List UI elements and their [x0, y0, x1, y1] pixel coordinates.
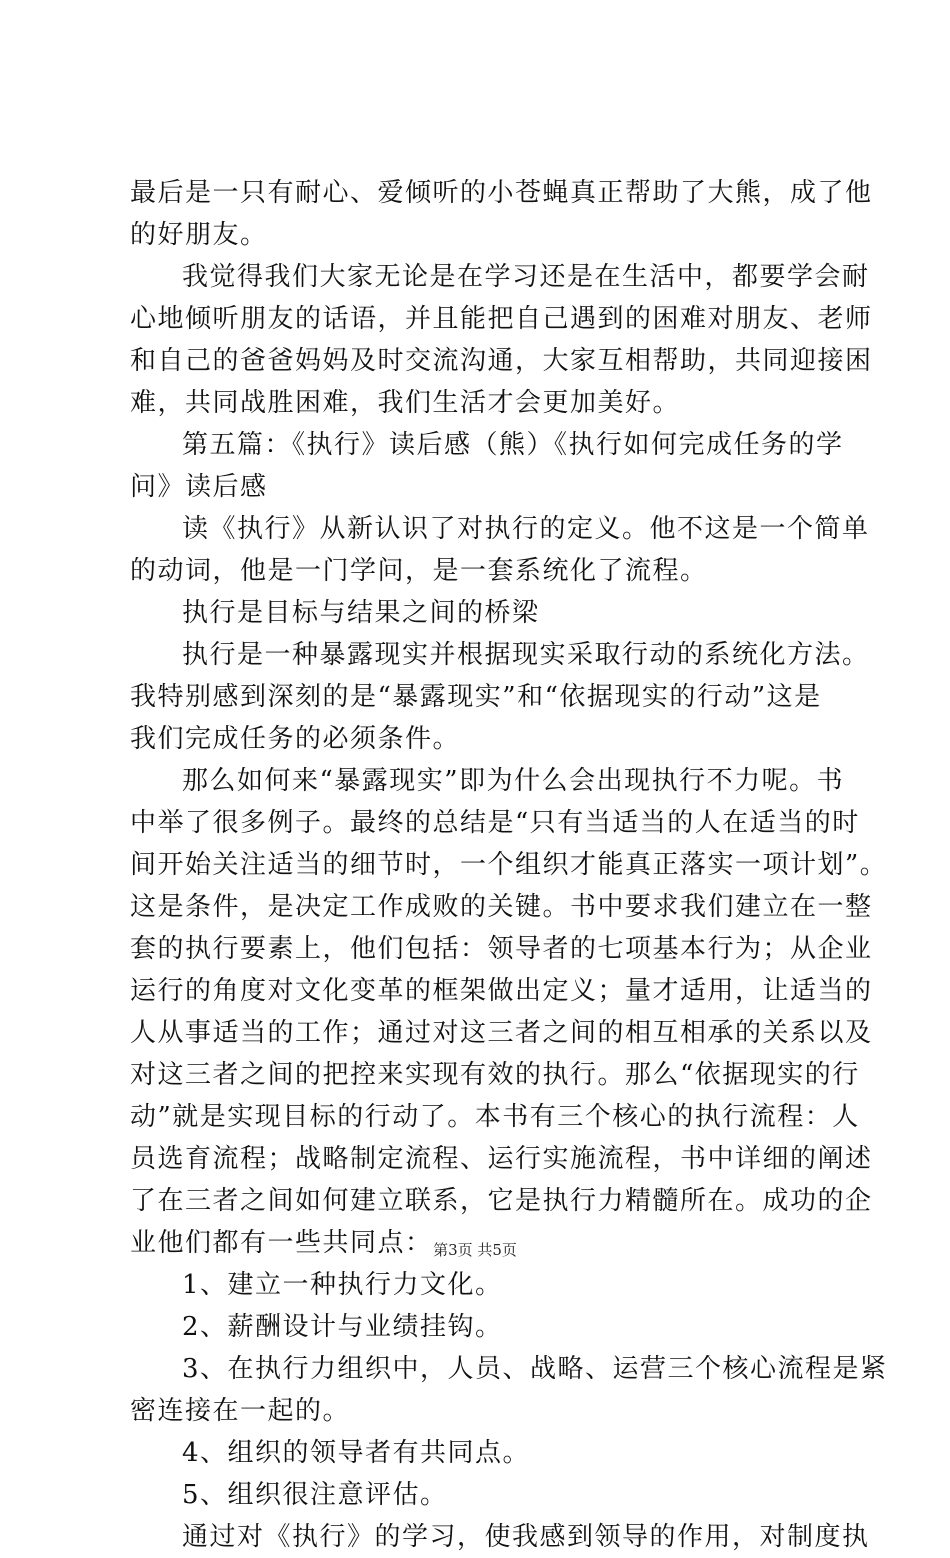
section-heading-line: 问》读后感 [130, 472, 268, 502]
list-item: 5、组织很注意评估。 [182, 1480, 448, 1510]
text-line: 难，共同战胜困难，我们生活才会更加美好。 [130, 388, 681, 418]
text-line: 间开始关注适当的细节时，一个组织才能真正落实一项计划”。 [130, 850, 888, 880]
text-line: 了在三者之间如何建立联系，它是执行力精髓所在。成功的企 [130, 1186, 873, 1216]
text-line: 员选育流程；战略制定流程、运行实施流程，书中详细的阐述 [130, 1144, 873, 1174]
document-body [130, 172, 888, 1558]
section-heading-line: 第五篇：《执行》读后感（熊）《执行如何完成任务的学 [182, 430, 844, 460]
paragraph-start-line: 读《执行》从新认识了对执行的定义。他不这是一个简单 [182, 514, 870, 544]
text-line: 心地倾听朋友的话语，并且能把自己遇到的困难对朋友、老师 [130, 304, 873, 334]
paragraph-start-line: 我觉得我们大家无论是在学习还是在生活中，都要学会耐 [182, 262, 870, 292]
list-item: 2、薪酬设计与业绩挂钩。 [182, 1312, 503, 1342]
text-line: 套的执行要素上，他们包括：领导者的七项基本行为；从企业 [130, 934, 873, 964]
text-line: 动”就是实现目标的行动了。本书有三个核心的执行流程：人 [130, 1102, 860, 1132]
text-line: 中举了很多例子。最终的总结是“只有当适当的人在适当的时 [130, 808, 860, 838]
text-line: 业他们都有一些共同点： [130, 1228, 433, 1258]
text-line: 对这三者之间的把控来实现有效的执行。那么“依据现实的行 [130, 1060, 860, 1090]
list-item: 3、在执行力组织中，人员、战略、运营三个核心流程是紧 [182, 1354, 888, 1384]
paragraph-start-line: 通过对《执行》的学习，使我感到领导的作用，对制度执 [182, 1522, 870, 1552]
text-line: 我特别感到深刻的是“暴露现实”和“依据现实的行动”这是 [130, 682, 822, 712]
text-line: 这是条件，是决定工作成败的关键。书中要求我们建立在一整 [130, 892, 873, 922]
paragraph-start-line: 那么如何来“暴露现实”即为什么会出现执行不力呢。书 [182, 766, 845, 796]
page-number-footer: 第3页 共5页 [433, 1241, 517, 1259]
text-line: 的好朋友。 [130, 220, 268, 250]
paragraph-start-line: 执行是目标与结果之间的桥梁 [182, 598, 540, 628]
text-line: 运行的角度对文化变革的框架做出定义；量才适用，让适当的 [130, 976, 873, 1006]
text-line: 密连接在一起的。 [130, 1396, 351, 1426]
text-line: 的动词，他是一门学问，是一套系统化了流程。 [130, 556, 708, 586]
list-item: 1、建立一种执行力文化。 [182, 1270, 503, 1300]
paragraph-start-line: 执行是一种暴露现实并根据现实采取行动的系统化方法。 [182, 640, 870, 670]
text-line: 我们完成任务的必须条件。 [130, 724, 461, 754]
text-line: 最后是一只有耐心、爱倾听的小苍蝇真正帮助了大熊，成了他 [130, 178, 873, 208]
list-item: 4、组织的领导者有共同点。 [182, 1438, 531, 1468]
text-line: 人从事适当的工作；通过对这三者之间的相互相承的关系以及 [130, 1018, 873, 1048]
text-line: 和自己的爸爸妈妈及时交流沟通，大家互相帮助，共同迎接困 [130, 346, 873, 376]
